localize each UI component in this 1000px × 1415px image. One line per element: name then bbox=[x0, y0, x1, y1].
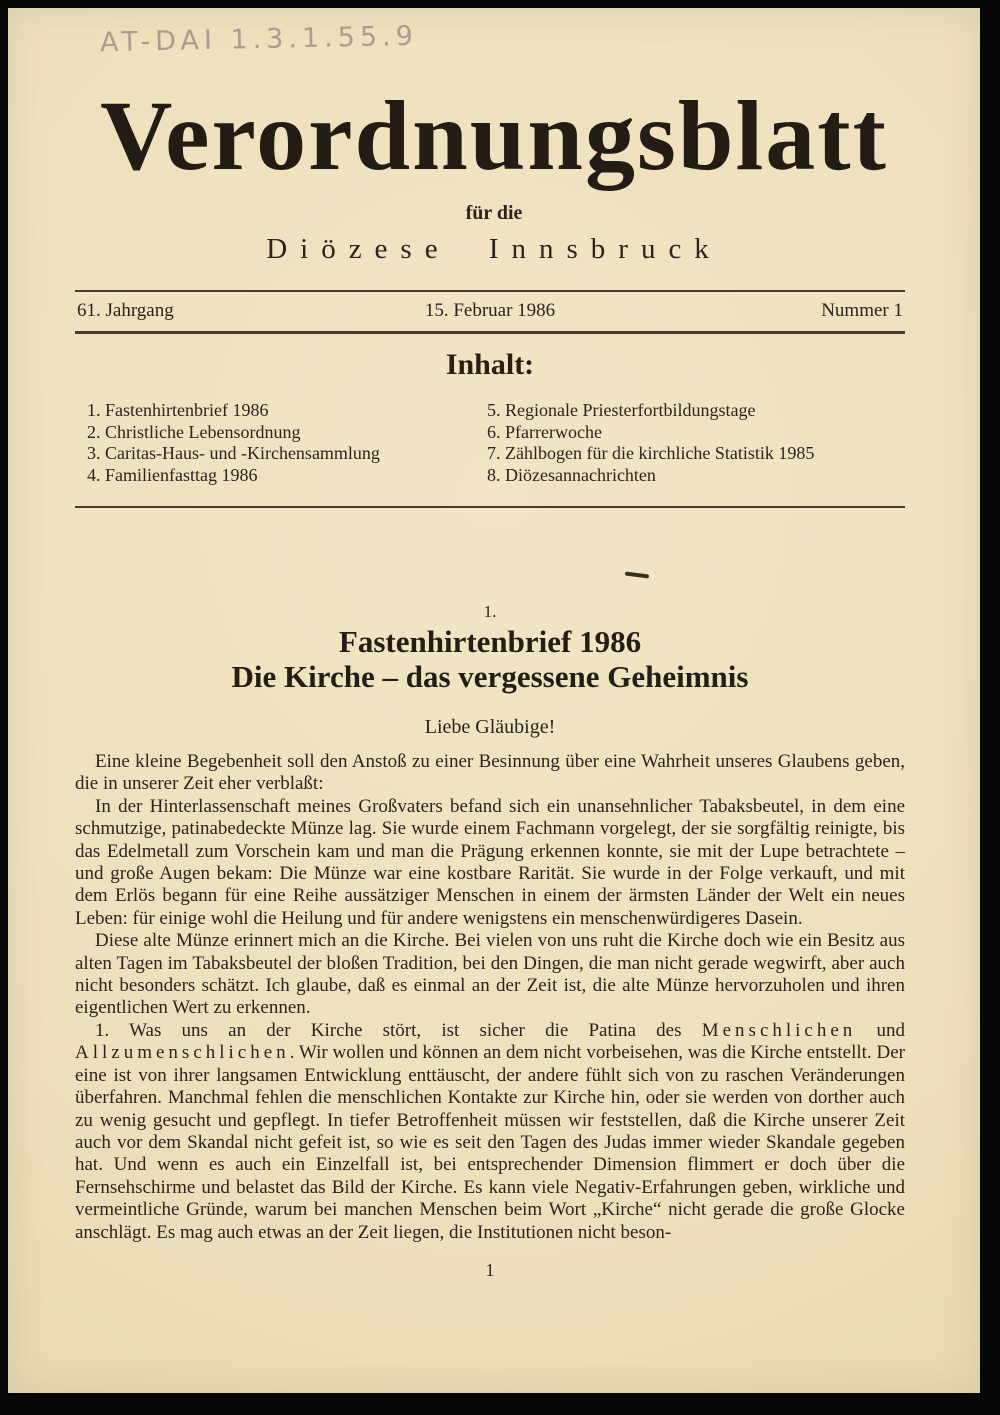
issue-date: 15. Februar 1986 bbox=[424, 300, 556, 321]
toc-item: 1. Fastenhirtenbrief 1986 bbox=[87, 400, 269, 420]
document-page bbox=[8, 8, 980, 1393]
toc-item: 2. Christliche Lebensordnung bbox=[87, 421, 301, 442]
toc-item: 8. Diözesannachrichten bbox=[487, 464, 656, 485]
issue-number: Nummer 1 bbox=[821, 300, 903, 321]
masthead-subtitle-large: Diözese Innsbruck bbox=[266, 233, 722, 265]
page-number: 1 bbox=[485, 1259, 495, 1280]
toc-item: 3. Caritas-Haus- und -Kirchensammlung bbox=[87, 443, 380, 463]
article-title bbox=[75, 624, 905, 694]
article-header bbox=[75, 602, 905, 739]
emphasized-spaced-text: Menschlichen bbox=[701, 1019, 857, 1041]
paragraph: Diese alte Münze erinnert mich an die Kirche. Bei vielen von uns ruht die Kirche doch wie ein Besitz aus alten Tagen im Tabaksbeutel der bloßen Tradition, bei den Dingen, die man nicht gerade wegwirft, aber auch nicht besonders schätzt. Ich glaube, daß es einmal an der Zeit ist, die alte Münze hervorzuholen und ihren eigentlichen Wert zu erkennen. bbox=[75, 930, 905, 1019]
paragraph-text: 1. Was uns an der Kirche stört, ist sicher die Patina des bbox=[95, 1019, 702, 1041]
toc-column-left bbox=[75, 400, 487, 486]
paragraph-text: . Wir wollen und können an dem nicht vorbeisehen, was die Kirche entstellt. Der eine ist von ihrer langsamen Entwicklung enttäuscht, der andere fühlt sich von zu raschen Veränderungen überfahren. Manchmal fehlen die menschlichen Kontakte zur Kirche hin, oder sie werden von dorther auch zu wenig gesucht und gepflegt. In tiefer Betroffenheit müssen wir feststellen, daß die Kirche unserer Zeit auch vor dem Skandal nicht gefeit ist, so wie es seit den Tagen des Judas immer wieder Skandale gegeben hat. Und wenn es auch ein Einzelfall ist, bei entsprechender Dimension flimmert er doch über die Fernsehschirme und belastet das Bild der Kirche. Es kann viele Negativ-Erfahrungen geben, wirkliche und vermeintliche Gründe, warum bei manchen Menschen beim Wort „Kirche“ nicht gerade die große Glocke anschlägt. Es mag auch etwas an der Zeit liegen, die Institutionen nicht beson- bbox=[75, 1042, 905, 1243]
page-content bbox=[75, 290, 905, 1281]
masthead-subtitle-small: für die bbox=[465, 202, 523, 224]
toc-item: 6. Pfarrerwoche bbox=[487, 421, 602, 442]
toc-item: 4. Familienfasttag 1986 bbox=[87, 464, 258, 485]
article-title-line2: Die Kirche – das vergessene Geheimnis bbox=[231, 659, 749, 694]
issue-info-bar bbox=[75, 290, 905, 334]
table-of-contents bbox=[75, 400, 905, 486]
article-section-number: 1. bbox=[483, 602, 497, 621]
paragraph-text: und bbox=[856, 1019, 905, 1041]
article-body bbox=[75, 751, 905, 1244]
paragraph bbox=[75, 1020, 905, 1244]
paragraph: In der Hinterlassenschaft meines Großvaters befand sich ein unansehnlicher Tabaksbeutel, in dem eine schmutzige, patinabedeckte Münze lag. Sie wurde einem Fachmann vorgelegt, der sie sorgfältig reinigte, bis das Edelmetall zum Vorschein kam und man die Prägung erkennen konnte, sie mit der Lupe betrachtete – und große Augen bekam: Die Münze war eine kostbare Rarität. Sie wurde in der Folge verkauft, und mit dem Erlös begann für eine Reihe aussätziger Menschen in einem der ärmsten Länder der Welt ein neues Leben: für einige wohl die Heilung und für andere wenigstens ein menschenwürdigeres Dasein. bbox=[75, 795, 905, 929]
toc-heading: Inhalt: bbox=[445, 348, 535, 381]
article-salutation: Liebe Gläubige! bbox=[424, 716, 556, 738]
toc-item: 5. Regionale Priesterfortbildungstage bbox=[487, 400, 756, 420]
publication-title: Verordnungsblatt bbox=[100, 80, 888, 191]
emphasized-spaced-text: Allzumenschlichen bbox=[75, 1042, 290, 1064]
toc-item: 7. Zählbogen für die kirchliche Statistik 1985 bbox=[487, 443, 815, 463]
toc-column-right bbox=[487, 400, 905, 486]
paragraph: Eine kleine Begebenheit soll den Anstoß zu einer Besinnung über eine Wahrheit unseres Glaubens geben, die in unserer Zeit eher verblaßt: bbox=[75, 751, 905, 795]
volume-label: 61. Jahrgang bbox=[77, 300, 174, 321]
archive-shelfmark-note: AT-DAI 1.3.1.55.9 bbox=[99, 20, 419, 59]
divider bbox=[75, 506, 905, 508]
article-title-line1: Fastenhirtenbrief 1986 bbox=[338, 624, 642, 659]
